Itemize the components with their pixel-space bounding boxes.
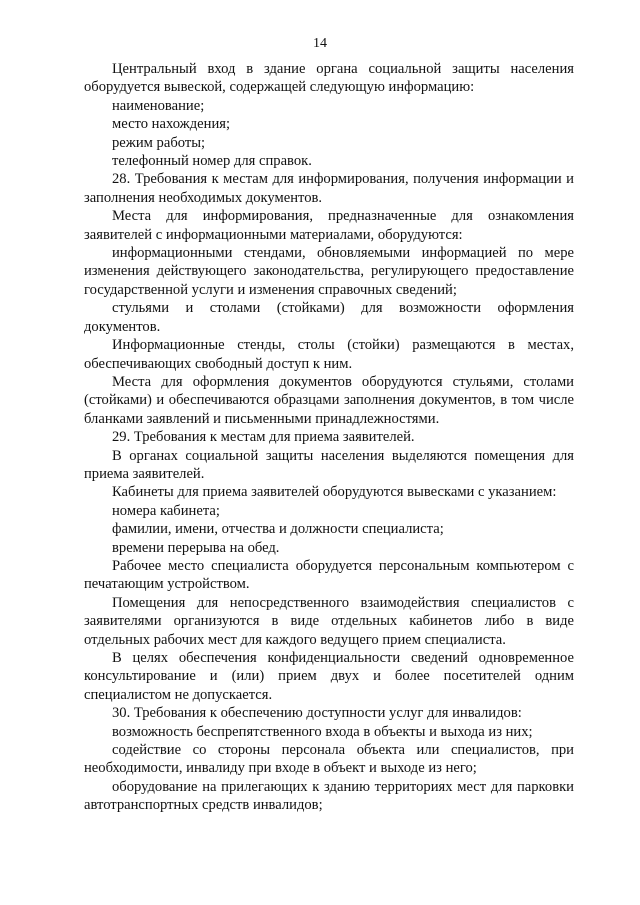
list-item: место нахождения; <box>112 116 231 133</box>
paragraph: возможность беспрепятственного входа в объекты и выхода из них; <box>112 723 533 740</box>
list-item: режим работы; <box>112 134 206 151</box>
section-heading-29: 29. Требования к местам для приема заявителей. <box>112 429 415 446</box>
paragraph: содействие со стороны персонала объекта или специалистов, при необходимости, инвалиду при входе в объект и выходе из него; <box>84 742 574 777</box>
list-item: телефонный номер для справок. <box>112 153 312 170</box>
section-heading-30: 30. Требования к обеспечению доступности услуг для инвалидов: <box>112 705 522 722</box>
list-item: времени перерыва на обед. <box>112 539 280 556</box>
section-heading-28: 28. Требования к местам для информирования, получения информации и заполнения необходимых документов. <box>84 171 574 206</box>
paragraph: Места для информирования, предназначенные для ознакомления заявителей с информационными материалами, оборудуются: <box>84 208 574 243</box>
paragraph: Помещения для непосредственного взаимодействия специалистов с заявителями организуются в виде отдельных кабинетов либо в виде отдельных рабочих мест для каждого ведущего прием специалиста. <box>84 594 574 648</box>
document-body <box>84 60 574 815</box>
paragraph: Информационные стенды, столы (стойки) размещаются в местах, обеспечивающих свободный доступ к ним. <box>84 337 574 372</box>
paragraph: Места для оформления документов оборудуются стульями, столами (стойками) и обеспечиваются образцами заполнения документов, в том числе бланками заявлений и письменными принадлежностями. <box>84 373 574 427</box>
list-item: фамилии, имени, отчества и должности специалиста; <box>112 521 444 538</box>
page-number: 14 <box>313 36 327 51</box>
paragraph: Рабочее место специалиста оборудуется персональным компьютером с печатающим устройством. <box>84 557 574 593</box>
paragraph: стульями и столами (стойками) для возможности оформления документов. <box>84 300 574 335</box>
paragraph: информационными стендами, обновляемыми информацией по мере изменения действующего законодательства, регулирующего предоставление государственной услуги и изменения справочных сведений; <box>84 245 574 298</box>
list-item: номера кабинета; <box>112 502 220 519</box>
paragraph: Кабинеты для приема заявителей оборудуются вывесками с указанием: <box>112 484 557 501</box>
paragraph: оборудование на прилегающих к зданию территориях мест для парковки автотранспортных средств инвалидов; <box>84 778 574 814</box>
list-item: наименование; <box>112 97 205 114</box>
paragraph: В целях обеспечения конфиденциальности сведений одновременное консультирование и (или) прием двух и более посетителей одним специалистом не допускается. <box>84 650 574 703</box>
paragraph: Центральный вход в здание органа социальной защиты населения оборудуется вывеской, содержащей следующую информацию: <box>84 61 574 96</box>
paragraph: В органах социальной защиты населения выделяются помещения для приема заявителей. <box>84 447 574 482</box>
